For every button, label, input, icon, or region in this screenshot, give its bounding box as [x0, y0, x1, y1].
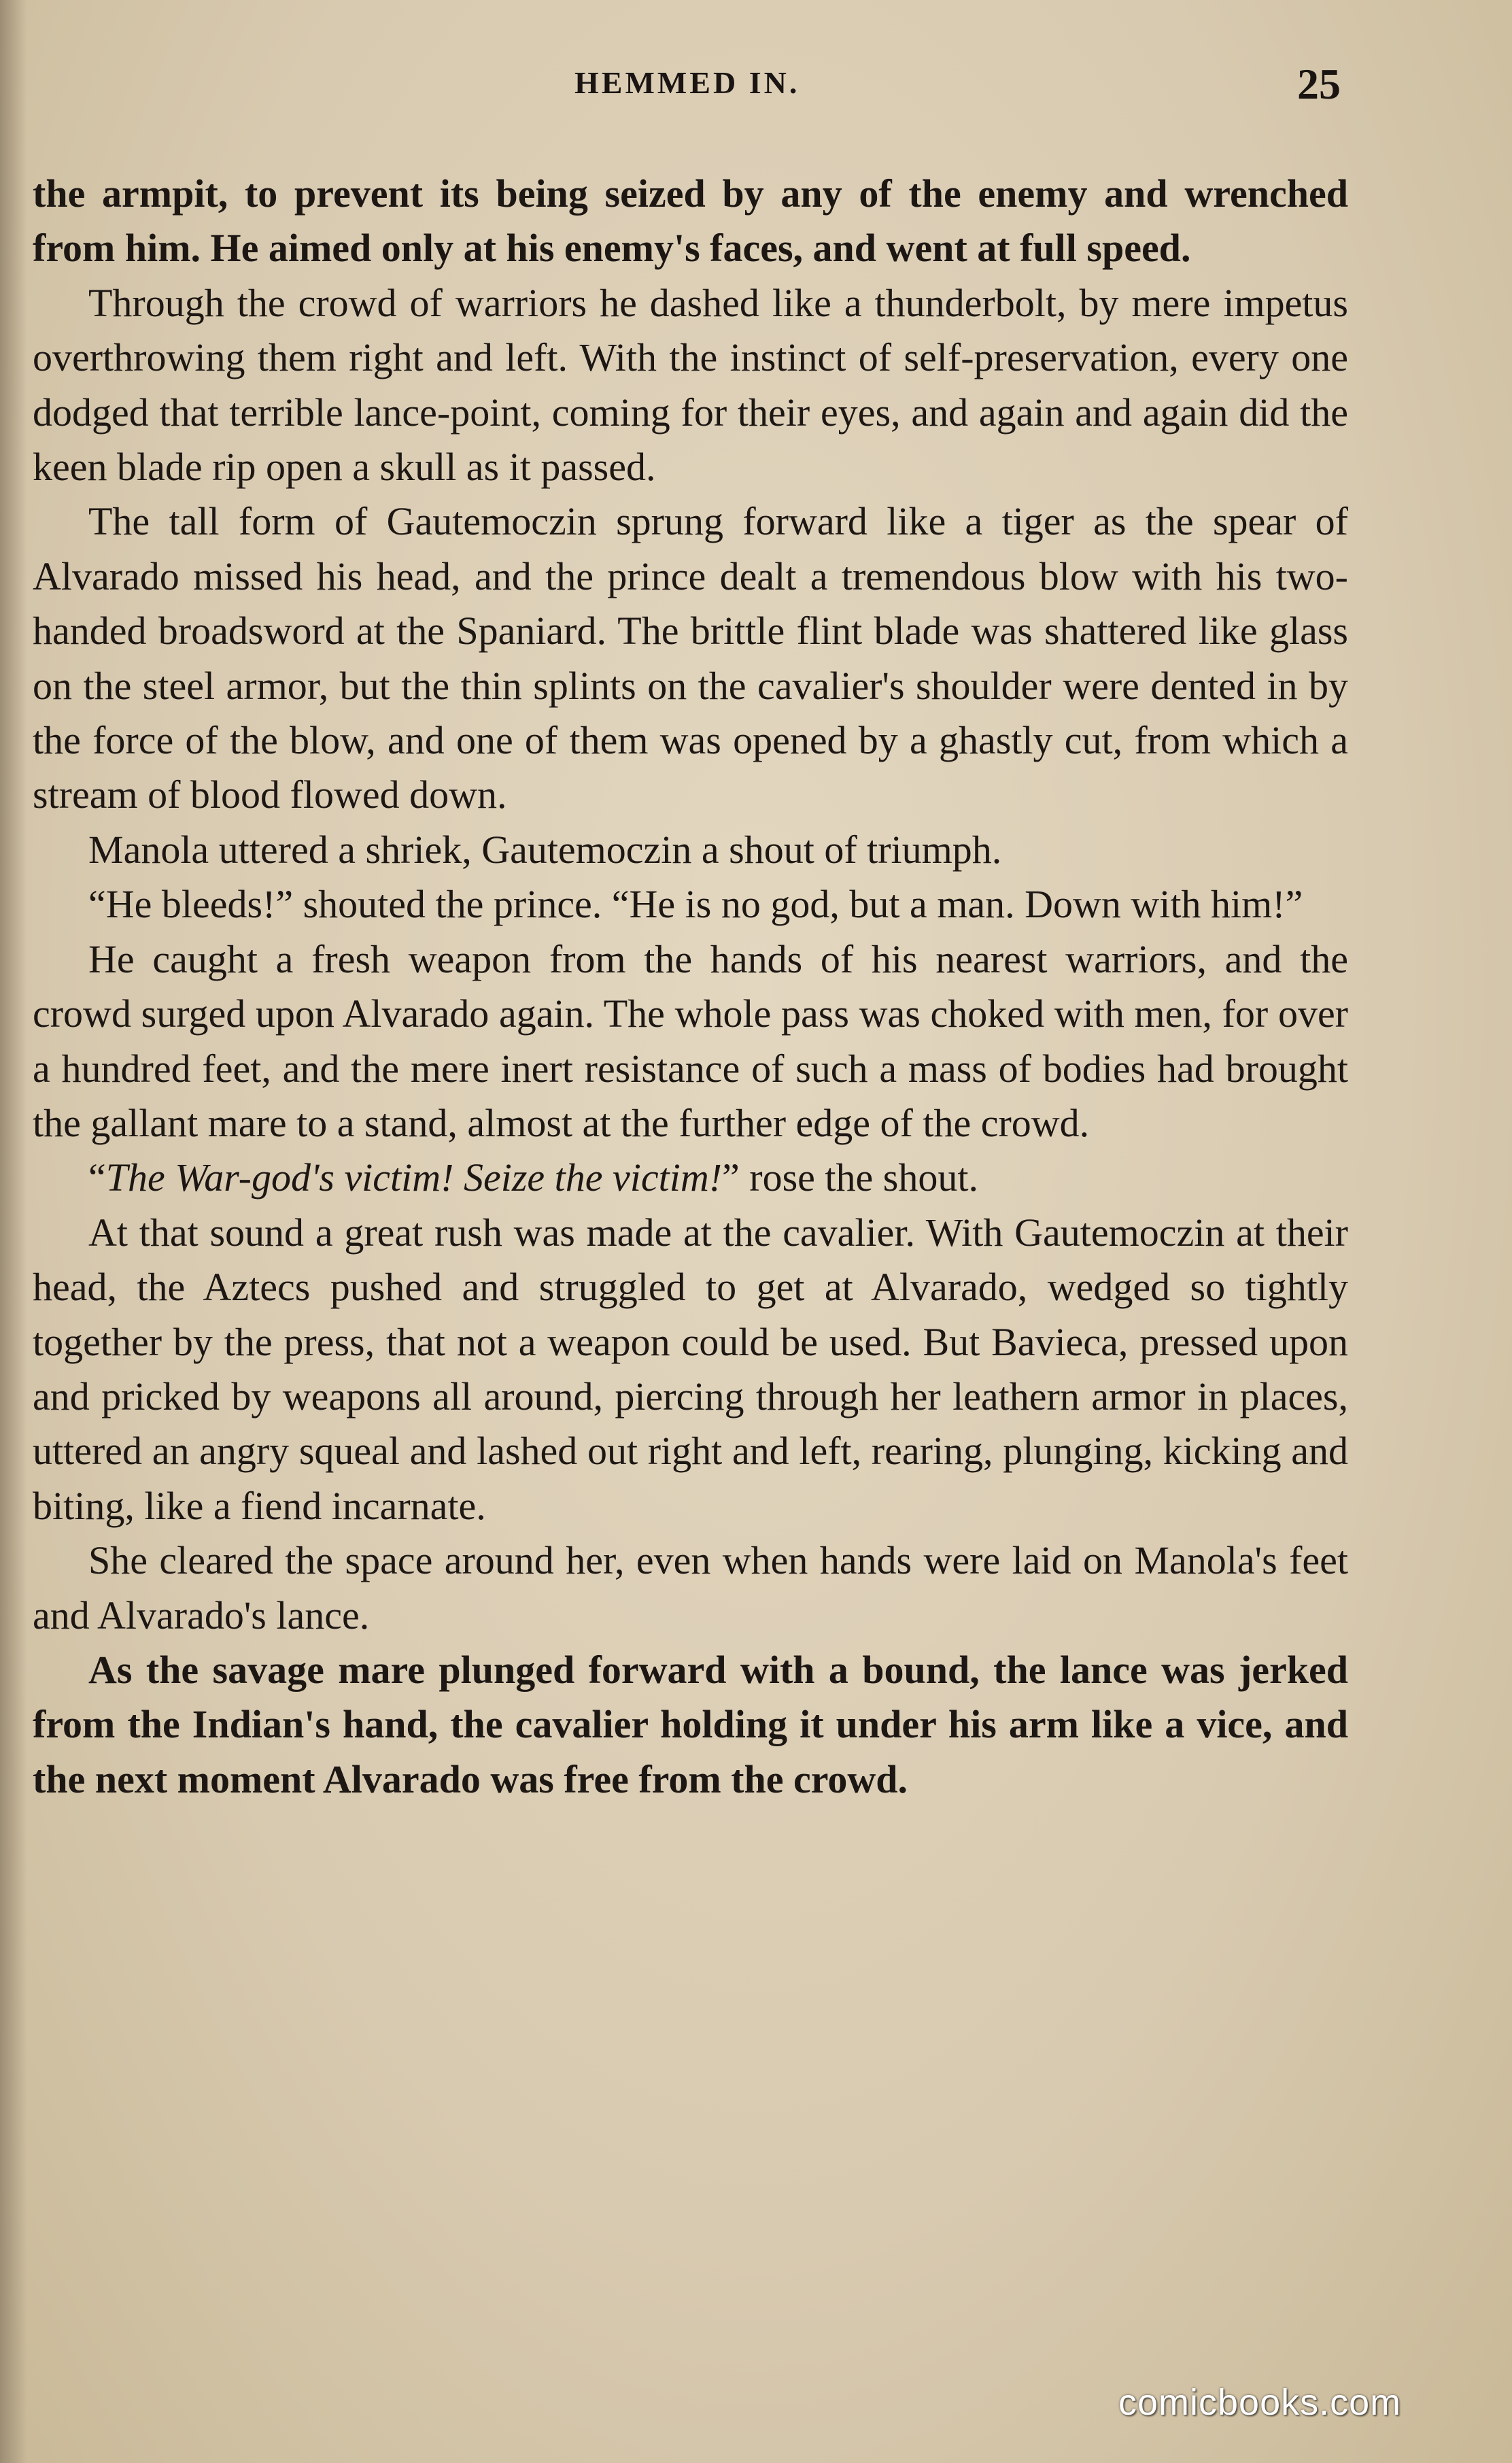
- site-watermark: comicbooks.com: [1118, 2382, 1402, 2423]
- body-text: [33, 167, 1348, 1807]
- shout-rest: rose the shout.: [749, 1155, 978, 1200]
- paragraph: the armpit, to prevent its being seized by any of the enemy and wrenched from him. He aimed only at his enemy's faces, and went at full speed.: [33, 171, 1348, 271]
- paragraph: Through the crowd of warriors he dashed like a thunderbolt, by mere impetus overthrowing them right and left. With the instinct of self-preservation, every one dodged that terrible lance-point, coming for their eyes, and again and again did the keen blade rip open a skull as it passed.: [33, 280, 1348, 490]
- paragraph: “He bleeds!” shouted the prince. “He is no god, but a man. Down with him!”: [88, 882, 1303, 927]
- paragraph: He caught a fresh weapon from the hands of his nearest warriors, and the crowd surged upon Alvarado again. The whole pass was choked with men, for over a hundred feet, and the mere inert resistance of such a mass of bodies had brought the gallant mare to a stand, almost at the further edge of the crowd.: [33, 936, 1348, 1145]
- running-head: [0, 60, 1512, 119]
- paragraph: The tall form of Gautemoczin sprung forward like a tiger as the spear of Alvarado missed his head, and the prince dealt a tremendous blow with his two-handed broadsword at the Spaniard. The brittle flint blade was shattered like glass on the steel armor, but the thin splints on the cavalier's shoulder were dented in by the force of the blow, and one of them was opened by a ghastly cut, from which a stream of blood flowed down.: [33, 499, 1348, 817]
- paragraph: As the savage mare plunged forward with a bound, the lance was jerked from the Indian's hand, the cavalier holding it under his arm like a vice, and the next moment Alvarado was free from the crowd.: [33, 1647, 1348, 1801]
- paragraph: Manola uttered a shriek, Gautemoczin a shout of triumph.: [88, 827, 1002, 872]
- close-quote: ”: [722, 1155, 740, 1200]
- paragraph: She cleared the space around her, even when hands were laid on Manola's feet and Alvarado's lance.: [33, 1538, 1348, 1637]
- page-number: 25: [1297, 60, 1341, 108]
- page-gutter-shadow: [0, 0, 27, 2463]
- paragraph: At that sound a great rush was made at the cavalier. With Gautemoczin at their head, the Aztecs pushed and struggled to get at Alvarado, wedged so tightly together by the press, that not a weapon could be used. But Bavieca, pressed upon and pricked by weapons all around, piercing through her leathern armor in places, uttered an angry squeal and lashed out right and left, rearing, plunging, kicking and biting, like a fiend incarnate.: [33, 1210, 1348, 1528]
- shout-paragraph: [33, 1151, 1348, 1205]
- open-quote: “: [88, 1155, 106, 1200]
- italic-shout: The War-god's victim! Seize the victim!: [105, 1155, 723, 1200]
- running-title: HEMMED IN.: [574, 65, 800, 100]
